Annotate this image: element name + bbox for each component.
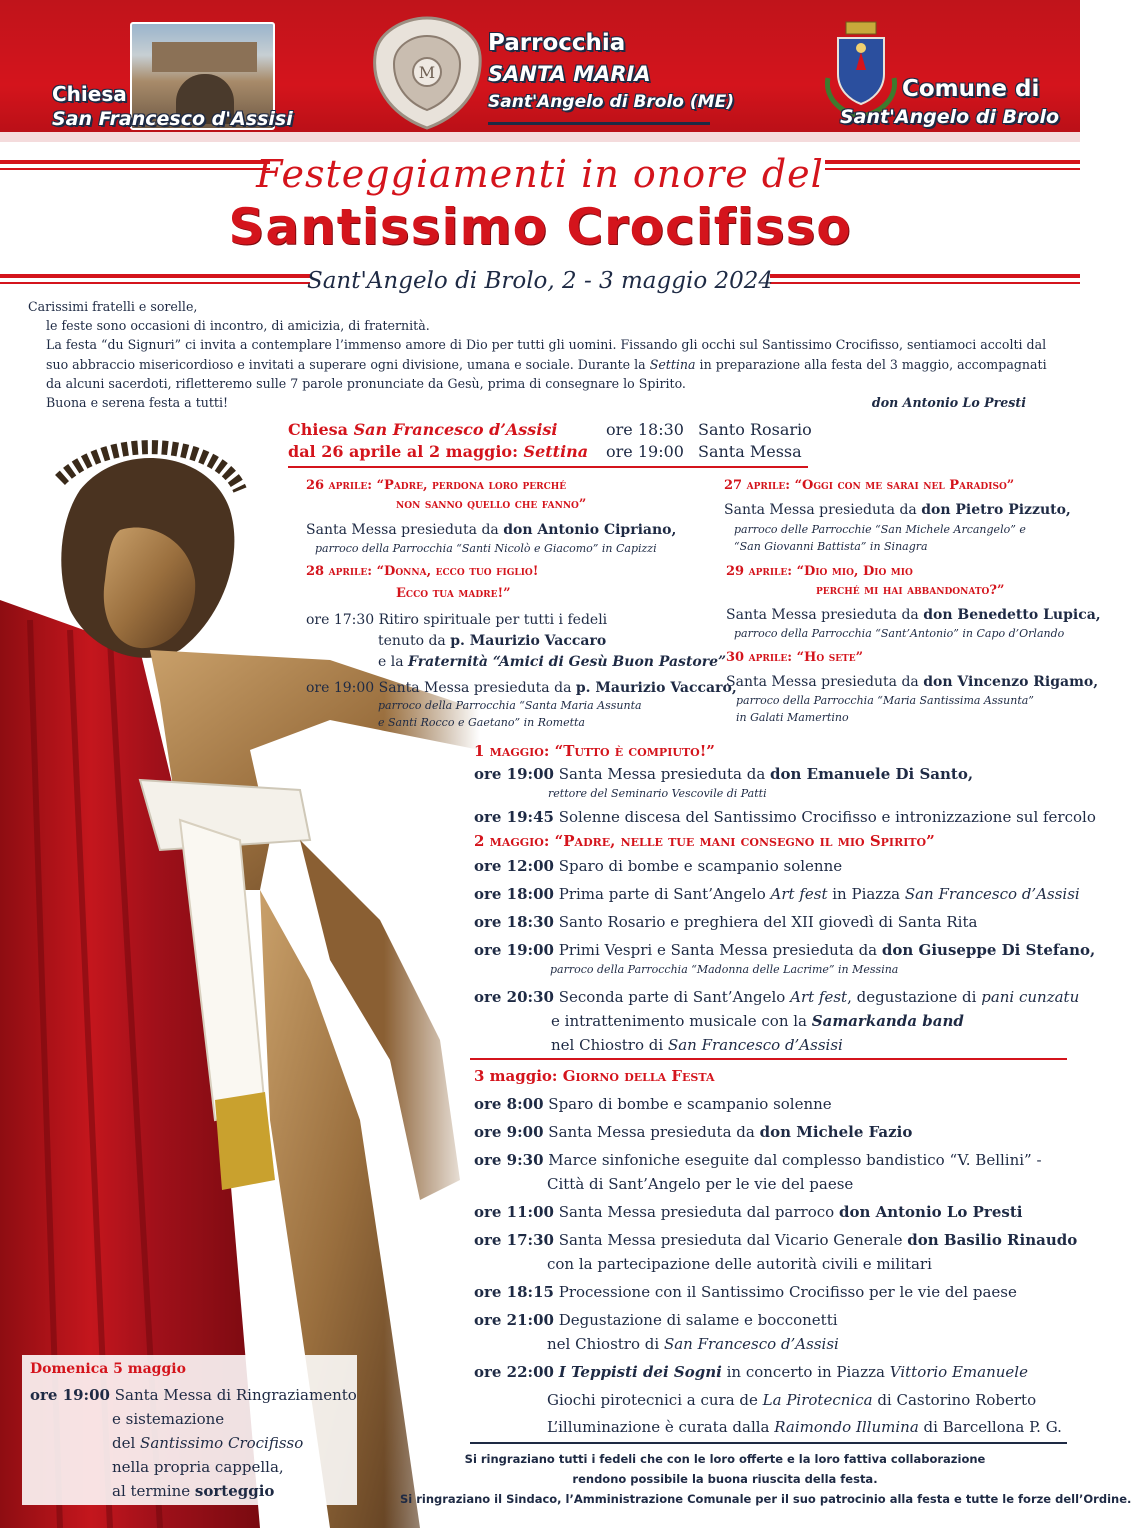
may3-row-5: [474, 1231, 1077, 1249]
may3-event-8a: I Teppisti dei Sogni: [558, 1363, 722, 1381]
may3-row-1: [474, 1095, 832, 1113]
day27-note-2: “San Giovanni Battista” in Sinagra: [734, 540, 928, 553]
day26-mass: [306, 522, 676, 538]
day29-note: parroco della Parrocchia “Sant’Antonio” in Capo d’Orlando: [734, 627, 1065, 640]
may3-event-10c: di Barcellona P. G.: [918, 1418, 1062, 1436]
may2-row-3: [474, 913, 977, 931]
settina-rule: [288, 466, 808, 468]
may3-event-6: Processione con il Santissimo Crocifisso per le vie del paese: [553, 1283, 1017, 1301]
may5-line-2: e sistemazione: [112, 1410, 225, 1428]
parrocchia-location: Sant'Angelo di Brolo (ME): [488, 92, 734, 112]
day28-retreat: [306, 612, 607, 628]
day30-mass: [726, 674, 1098, 690]
day28-title: 28 aprile: “Donna, ecco tuo figlio!: [306, 564, 539, 579]
day30-priest: don Vincenzo Rigamo,: [923, 674, 1099, 690]
day26-title: 26 aprile: “Padre, perdona loro perché: [306, 478, 567, 493]
may3-event-10b: Raimondo Illumina: [774, 1418, 919, 1436]
day28-time-1: ore 17:30: [306, 612, 375, 628]
parrocchia-underline: [488, 122, 710, 125]
parrocchia-name: SANTA MARIA: [488, 62, 651, 86]
may1-priest: don Emanuele Di Santo,: [770, 765, 974, 783]
may3-time-1: ore 8:00: [474, 1095, 544, 1113]
may2-row-5: [474, 988, 1079, 1006]
may5-line-4: nella propria cappella,: [112, 1458, 284, 1476]
may1-row-2: [474, 808, 1096, 826]
day28-group: [378, 654, 726, 670]
may1-time-2: ore 19:45: [474, 808, 554, 826]
day28-group-name: Fraternità “Amici di Gesù Buon Pastore”: [408, 654, 727, 670]
may1-event-1: Santa Messa presieduta da: [553, 765, 771, 783]
church-roof: [152, 42, 257, 72]
day29-title: 29 aprile: “Dio mio, Dio mio: [726, 564, 913, 579]
may3-event-8c: Vittorio Emanuele: [889, 1363, 1028, 1381]
may2-event-5b: Art fest: [790, 988, 848, 1006]
settina-event-2: Santa Messa: [698, 442, 802, 461]
page-title: Santissimo Crocifisso: [228, 198, 852, 256]
intro-paragraph: [28, 335, 1054, 393]
may2-event-5-l2a: e intrattenimento musicale con la: [551, 1012, 812, 1030]
may2-event-2a: Prima parte di Sant’Angelo: [553, 885, 771, 903]
day27-note-1: parroco delle Parrocchie “San Michele Arcangelo” e: [734, 523, 1026, 536]
settina-event-1: Santo Rosario: [698, 420, 812, 439]
may3-row-2: [474, 1123, 912, 1141]
schedule-bottom-line: [470, 1442, 1067, 1444]
day26-title-2: non sanno quello che fanno”: [396, 497, 587, 512]
thanks-line-1: Si ringraziano tutti i fedeli che con le loro offerte e la loro fattiva collaborazione: [464, 1452, 986, 1466]
chiesa-label: Chiesa: [52, 82, 127, 106]
thanks-line-3: Si ringraziano il Sindaco, l’Amministrazione Comunale per il suo patrocinio alla festa e tutte le forze dell’Ordine.: [400, 1492, 1131, 1506]
may3-priest-5: don Basilio Rinaudo: [907, 1231, 1078, 1249]
may2-event-5-l3b: San Francesco d’Assisi: [667, 1036, 843, 1054]
may3-time-7: ore 21:00: [474, 1311, 554, 1329]
may5-line-1: Santa Messa di Ringraziamento: [109, 1386, 357, 1404]
settina-dates: [288, 442, 588, 461]
may5-row-5: [112, 1482, 274, 1500]
may2-row-5-line-3: [551, 1036, 843, 1054]
may3-priest-2: don Michele Fazio: [759, 1123, 913, 1141]
may3-event-3: Marce sinfoniche eseguite dal complesso bandistico “V. Bellini” -: [543, 1151, 1042, 1169]
may1-note: rettore del Seminario Vescovile di Patti: [548, 787, 767, 800]
may2-row-2: [474, 885, 1080, 903]
may2-event-2b: Art fest: [770, 885, 828, 903]
may3-title-name: Giorno della Festa: [562, 1067, 715, 1085]
may2-event-2d: San Francesco d’Assisi: [904, 885, 1080, 903]
day28-priest: p. Maurizio Vaccaro,: [575, 680, 737, 696]
chiesa-name: San Francesco d'Assisi: [52, 108, 293, 130]
may3-priest-4: don Antonio Lo Presti: [838, 1203, 1023, 1221]
day30-title: 30 aprile: “Ho sete”: [726, 650, 864, 665]
settina-row-2: [606, 442, 684, 461]
may3-time-2: ore 9:00: [474, 1123, 544, 1141]
day30-note-1: parroco della Parrocchia “Maria Santissima Assunta”: [736, 694, 1034, 707]
comune-name: Sant'Angelo di Brolo: [840, 106, 1060, 128]
may5-title: Domenica 5 maggio: [30, 1361, 186, 1377]
settina-time-1: ore 18:30: [606, 420, 684, 439]
settina-church: [288, 420, 557, 439]
day29-mass: [726, 607, 1101, 623]
day29-priest: don Benedetto Lupica,: [923, 607, 1101, 623]
intro-letter: [28, 297, 1054, 412]
intro-para-settina: Settina: [649, 356, 696, 372]
may2-separator: [470, 1058, 1067, 1060]
may3-event-7-l2b: San Francesco d’Assisi: [663, 1335, 839, 1353]
intro-line2: le feste sono occasioni di incontro, di amicizia, di fraternità.: [46, 318, 430, 334]
day28-held-by: [378, 633, 606, 649]
may3-event-7: Degustazione di salame e bocconetti: [553, 1311, 838, 1329]
may3-row-5-line-2: con la partecipazione delle autorità civili e militari: [547, 1255, 932, 1273]
day28-note-1: parroco della Parrocchia “Santa Maria Assunta: [378, 699, 642, 712]
may3-event-1: Sparo di bombe e scampanio solenne: [543, 1095, 832, 1113]
may1-title: 1 maggio: “Tutto è compiuto!”: [474, 742, 715, 760]
comune-label: Comune di: [902, 76, 1040, 102]
settina-dates-prefix: dal 26 aprile al 2 maggio:: [288, 442, 524, 461]
may2-time-5: ore 20:30: [474, 988, 554, 1006]
may3-event-7-l2a: nel Chiostro di: [547, 1335, 664, 1353]
may3-event-5: Santa Messa presieduta dal Vicario Generale: [553, 1231, 908, 1249]
may2-event-5a: Seconda parte di Sant’Angelo: [553, 988, 791, 1006]
day28-leader: p. Maurizio Vaccaro: [450, 633, 607, 649]
may3-event-4: Santa Messa presieduta dal parroco: [553, 1203, 839, 1221]
may2-priest: don Giuseppe Di Stefano,: [881, 941, 1096, 959]
may3-title: [474, 1067, 715, 1085]
intro-para-b: in preparazione alla festa del 3 maggio, accompagnati da alcuni sacerdoti, rifletteremo sulle 7 parole pronunciate da Gesù, prima di consegnare lo Spirito.: [46, 356, 1047, 391]
svg-text:M: M: [418, 63, 436, 82]
thanks-line-2: rendono possibile la buona riuscita della festa.: [572, 1472, 878, 1486]
may3-time-8: ore 22:00: [474, 1363, 554, 1381]
may3-row-7: [474, 1311, 838, 1329]
may3-event-9a: Giochi pirotecnici a cura de: [547, 1391, 763, 1409]
parish-crest-icon: [370, 14, 485, 132]
may5-line-3b: Santissimo Crocifisso: [140, 1434, 304, 1452]
day30-note-2: in Galati Mamertino: [736, 711, 849, 724]
may2-time-1: ore 12:00: [474, 857, 554, 875]
day28-note-2: e Santi Rocco e Gaetano” in Rometta: [378, 716, 585, 729]
day26-priest: don Antonio Cipriano,: [503, 522, 677, 538]
may3-time-3: ore 9:30: [474, 1151, 544, 1169]
may2-event-3: Santo Rosario e preghiera del XII giovedì di Santa Rita: [553, 913, 978, 931]
day29-title-2: perché mi hai abbandonato?”: [816, 583, 1005, 598]
may2-event-5d: pani cunzatu: [981, 988, 1080, 1006]
may1-event-2: Solenne discesa del Santissimo Crocifisso e intronizzazione sul fercolo: [553, 808, 1096, 826]
day27-title: 27 aprile: “Oggi con me sarai nel Paradiso”: [724, 478, 1015, 493]
may5-line-3a: del: [112, 1434, 141, 1452]
may5-line-5a: al termine: [112, 1482, 195, 1500]
intro-para-a: La festa “du Signuri” ci invita a contemplare l’immenso amore di Dio per tutti gli uomini. Fissando gli occhi sul Santissimo Crocifisso, sentiamoci accolti dal suo abbraccio misericordioso e invitati a superare ogni divisione, umana e sociale. Durante la: [46, 337, 1047, 372]
may3-event-2: Santa Messa presieduta da: [543, 1123, 760, 1141]
day26-mass-text: Santa Messa presieduta da: [306, 522, 504, 538]
may2-event-4: Primi Vespri e Santa Messa presieduta da: [553, 941, 882, 959]
intro-signature: don Antonio Lo Presti: [871, 395, 1026, 410]
may3-event-10a: L’illuminazione è curata dalla: [547, 1418, 775, 1436]
day28-held-text: tenuto da: [378, 633, 451, 649]
day28-mass-text: Santa Messa presieduta da: [374, 680, 576, 696]
day28-time-2: ore 19:00: [306, 680, 375, 696]
may3-row-10: [547, 1418, 1062, 1436]
settina-church-prefix: Chiesa: [288, 420, 354, 439]
may1-time-1: ore 19:00: [474, 765, 554, 783]
may2-row-1: [474, 857, 842, 875]
header-banner: [0, 0, 1080, 142]
may3-event-8b: in concerto in Piazza: [721, 1363, 890, 1381]
may3-row-9: [547, 1391, 1036, 1409]
may5-row-1: [30, 1386, 357, 1404]
may3-row-3-line-2: Città di Sant’Angelo per le vie del paese: [547, 1175, 854, 1193]
settina-church-name: San Francesco d’Assisi: [353, 420, 558, 439]
may3-time-6: ore 18:15: [474, 1283, 554, 1301]
may2-event-5-l2b: Samarkanda band: [811, 1012, 964, 1030]
may2-time-3: ore 18:30: [474, 913, 554, 931]
intro-greeting: Carissimi fratelli e sorelle,: [28, 299, 198, 314]
may3-row-8: [474, 1363, 1028, 1381]
day28-and: e la: [378, 654, 409, 670]
day29-mass-text: Santa Messa presieduta da: [726, 607, 924, 623]
day27-mass-text: Santa Messa presieduta da: [724, 502, 922, 518]
settina-row-1: [606, 420, 684, 439]
may1-row-1: [474, 765, 973, 783]
may3-event-9c: di Castorino Roberto: [872, 1391, 1037, 1409]
day27-priest: don Pietro Pizzuto,: [921, 502, 1071, 518]
may3-time-5: ore 17:30: [474, 1231, 554, 1249]
comune-coat-of-arms-icon: [820, 18, 902, 118]
parrocchia-label: Parrocchia: [488, 30, 626, 56]
may3-row-4: [474, 1203, 1022, 1221]
may2-row-5-line-2: [551, 1012, 964, 1030]
title-subtitle: Sant'Angelo di Brolo, 2 - 3 maggio 2024: [306, 268, 774, 294]
may2-row-4: [474, 941, 1095, 959]
day27-mass: [724, 502, 1071, 518]
day30-mass-text: Santa Messa presieduta da: [726, 674, 924, 690]
may3-event-9b: La Pirotecnica: [762, 1391, 873, 1409]
may2-time-2: ore 18:00: [474, 885, 554, 903]
intro-closing: Buona e serena festa a tutti!: [46, 395, 229, 411]
day26-note: parroco della Parrocchia “Santi Nicolò e Giacomo” in Capizzi: [315, 542, 657, 555]
may3-time-4: ore 11:00: [474, 1203, 554, 1221]
may2-note: parroco della Parrocchia “Madonna delle Lacrime” in Messina: [550, 963, 899, 976]
may5-line-5b: sorteggio: [194, 1482, 275, 1500]
day28-title-2: Ecco tua madre!”: [396, 586, 511, 601]
may2-event-1: Sparo di bombe e scampanio solenne: [553, 857, 843, 875]
settina-time-2: ore 19:00: [606, 442, 684, 461]
may2-time-4: ore 19:00: [474, 941, 554, 959]
may2-event-5-l3a: nel Chiostro di: [551, 1036, 668, 1054]
day28-mass: [306, 680, 737, 696]
may3-row-6: [474, 1283, 1017, 1301]
may5-row-3: [112, 1434, 303, 1452]
may5-time: ore 19:00: [30, 1386, 110, 1404]
may3-row-7-line-2: [547, 1335, 839, 1353]
may2-title: 2 maggio: “Padre, nelle tue mani consegno il mio Spirito”: [474, 832, 935, 850]
title-script: Festeggiamenti in onore del: [256, 152, 824, 196]
may2-event-5c: , degustazione di: [847, 988, 982, 1006]
may2-event-2c: in Piazza: [827, 885, 905, 903]
may3-row-3: [474, 1151, 1042, 1169]
settina-dates-word: Settina: [523, 442, 589, 461]
may3-title-date: 3 maggio:: [474, 1067, 563, 1085]
day28-retreat-text: Ritiro spirituale per tutti i fedeli: [374, 612, 608, 628]
